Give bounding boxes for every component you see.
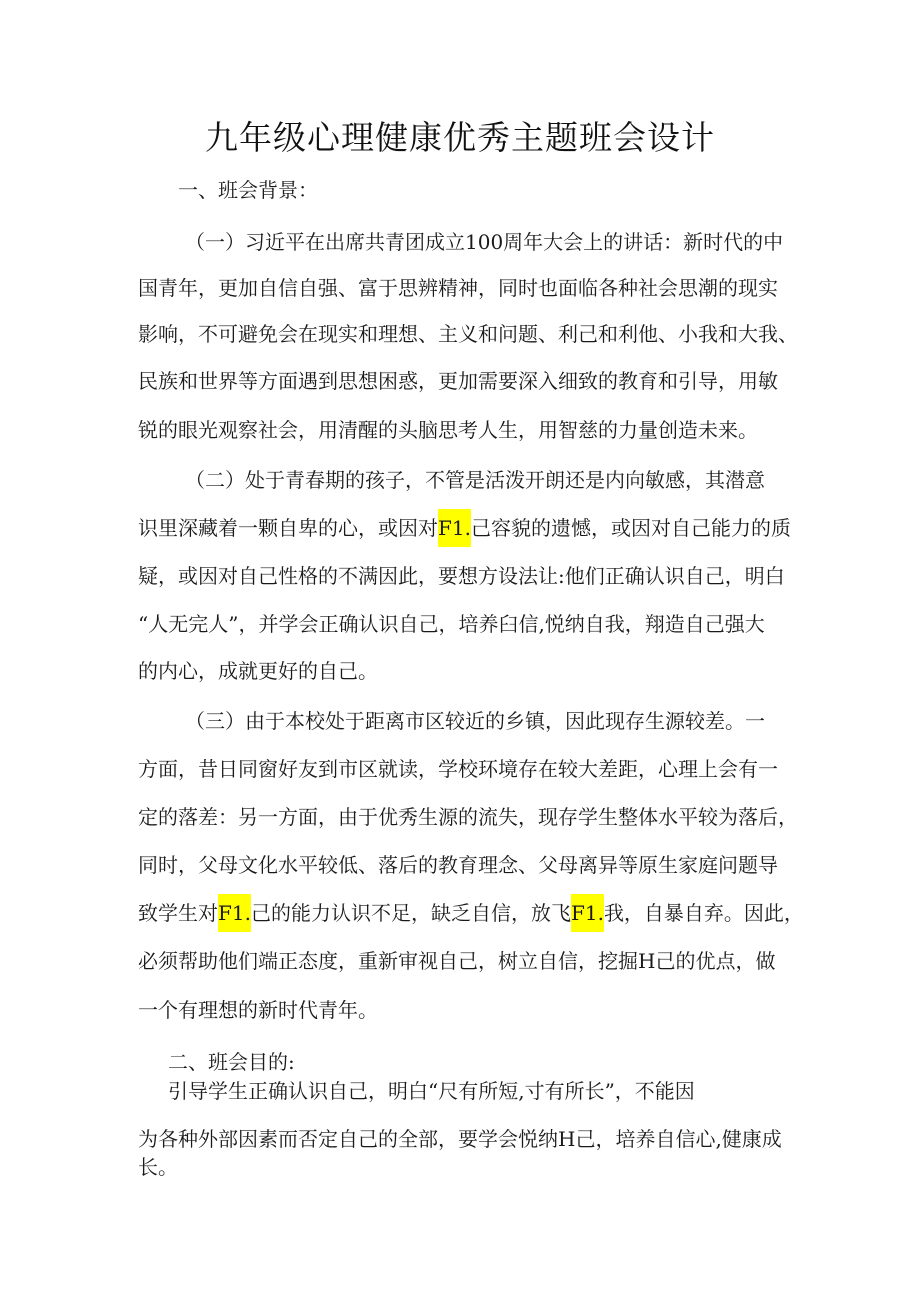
highlighted-text: F1.: [218, 894, 251, 932]
paragraph-line: 必须帮助他们端正态度，重新审视自己，树立自信，挖掘H己的优点，做: [138, 949, 776, 973]
paragraph-line: 方面，昔日同窗好友到市区就读，学校环境存在较大差距，心理上会有一: [138, 757, 778, 781]
section-heading-background: 一、班会背景：: [178, 178, 318, 202]
document-title: 九年级心理健康优秀主题班会设计: [205, 118, 715, 157]
text-segment: 己的能力认识不足，缺乏自信，放飞: [250, 901, 571, 925]
section-heading-goal: 二、班会目的:: [168, 1050, 295, 1074]
paragraph-line: 影响，不可避免会在现实和理想、主义和问题、利己和利他、小我和大我、: [138, 322, 798, 346]
text-segment: 识里深藏着一颗自卑的心，或因对: [138, 516, 438, 540]
paragraph-line: 的内心，成就更好的自己。: [138, 659, 378, 683]
paragraph-line: 定的落差：另一方面，由于优秀生源的流失，现存学生整体水平较为落后，: [138, 805, 798, 829]
paragraph-line: （三）由于本校处于距离市区较近的乡镇，因此现存生源较差。一: [185, 709, 765, 733]
paragraph-line: [138, 899, 804, 927]
paragraph-line: （一）习近平在出席共青团成立100周年大会上的讲话：新时代的中: [185, 230, 784, 254]
paragraph-line: “人无完人”，并学会正确认识自己，培养臼信,悦纳自我，翔造自己强大: [138, 612, 765, 636]
paragraph-line: 长。: [138, 1155, 178, 1179]
highlighted-text: F1.: [571, 894, 604, 932]
paragraph-line: （二）处于青春期的孩子，不管是活泼开朗还是内向敏感，其潜意: [185, 468, 765, 492]
paragraph-line: [138, 514, 791, 542]
text-segment: 致学生对: [138, 901, 218, 925]
paragraph-line: 国青年，更加自信自强、富于思辨精神，同时也面临各种社会思潮的现实: [138, 276, 778, 300]
paragraph-line: 引导学生正确认识自己，明白“尺有所短,寸有所长”，不能因: [168, 1079, 695, 1103]
text-segment: 我，自暴自弃。因此，: [603, 901, 804, 925]
text-segment: 己容貌的遗憾，或因对自己能力的质: [470, 516, 791, 540]
paragraph-line: 一个有理想的新时代青年。: [138, 998, 378, 1022]
paragraph-line: 为各种外部因素而否定自己的全部，要学会悦纳H己，培养自信心,健康成: [138, 1127, 782, 1151]
highlighted-text: F1.: [438, 509, 471, 547]
paragraph-line: 同时，父母文化水平较低、落后的教育理念、父母离异等原生家庭问题导: [138, 853, 778, 877]
paragraph-line: 民族和世界等方面遇到思想困惑，更加需要深入细致的教育和引导，用敏: [138, 369, 778, 393]
paragraph-line: 锐的眼光观察社会，用清醒的头脑思考人生，用智慈的力量创造未来。: [138, 418, 758, 442]
paragraph-line: 疑，或因对自己性格的不满因此，要想方设法让:他们正确认识自己，明白: [138, 564, 785, 588]
